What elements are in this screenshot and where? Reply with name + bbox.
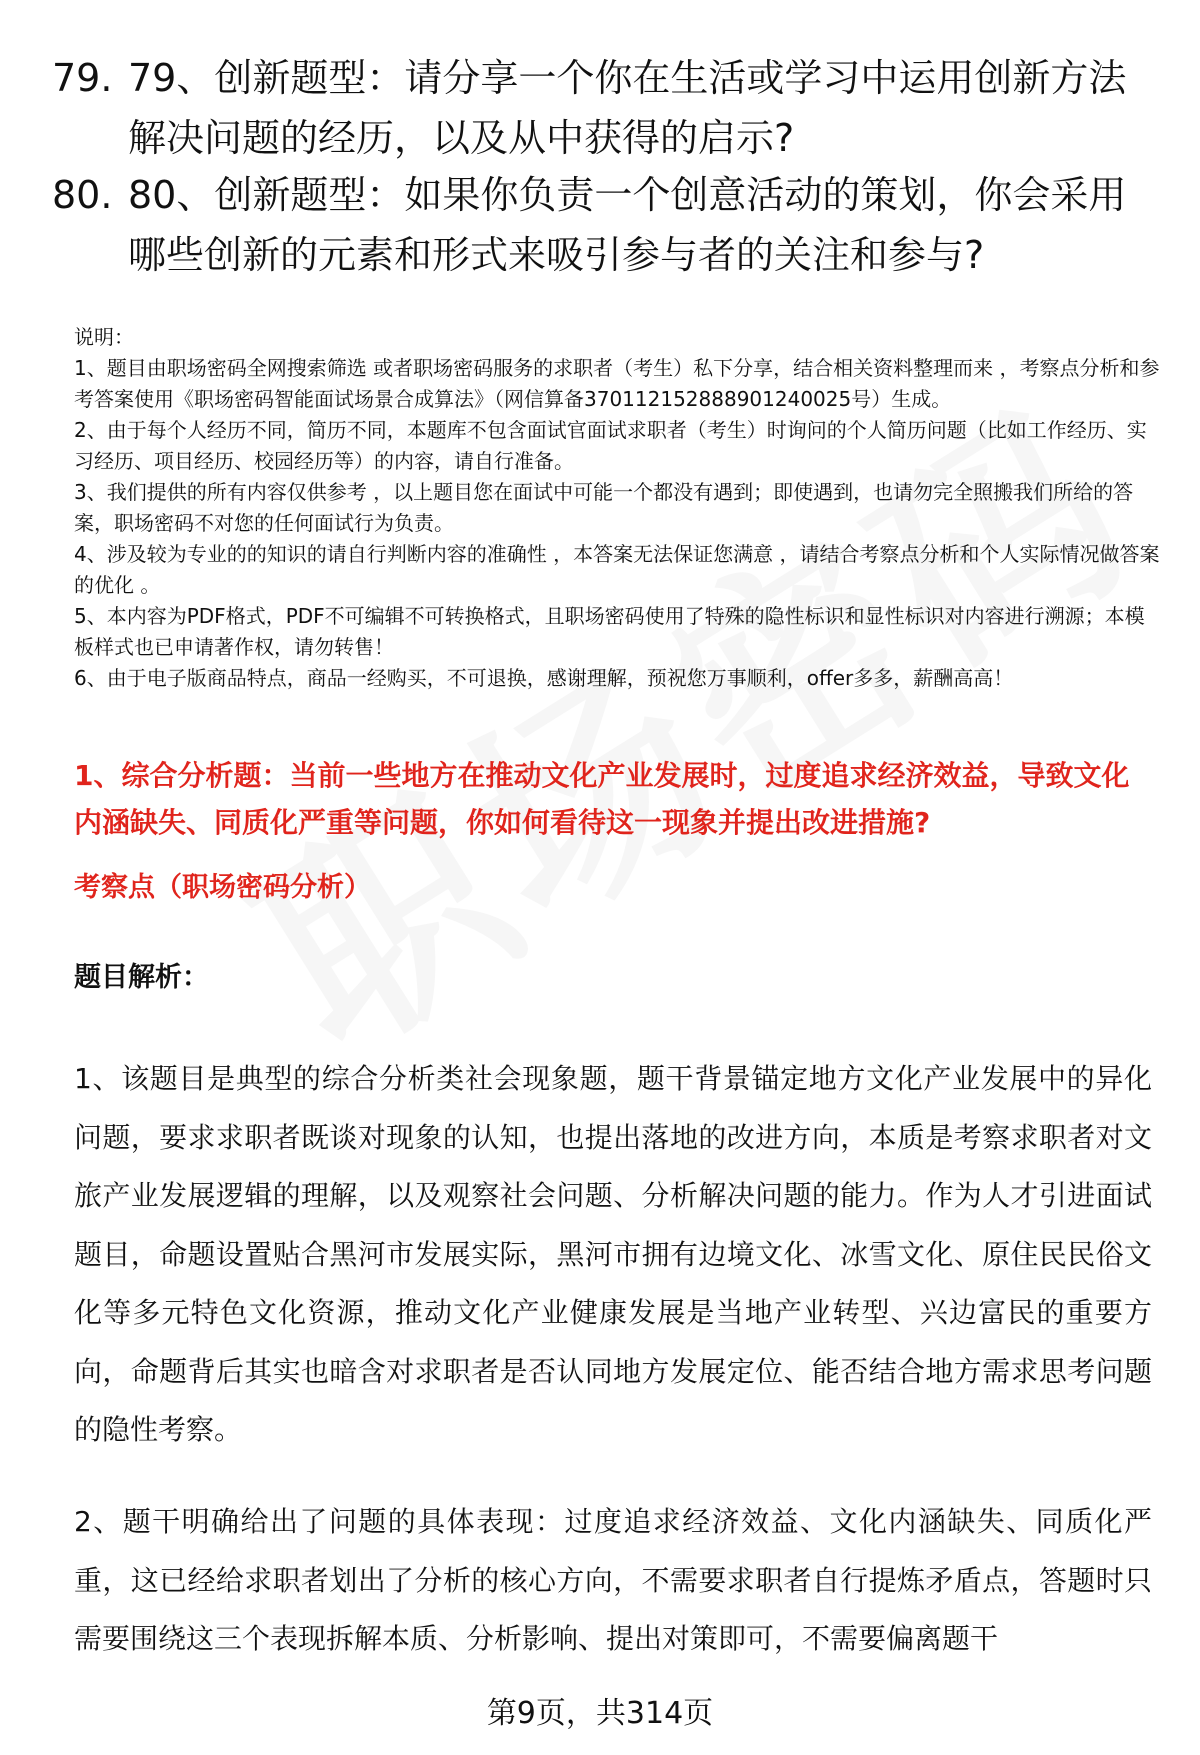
notes-heading: 说明： <box>74 325 134 349</box>
analysis-label: 题目解析： <box>74 962 209 993</box>
analysis-paragraph-1: 1、该题目是典型的综合分析类社会现象题，题干背景锚定地方文化产业发展中的异化问题，要求求职者既谈对现象的认知，也提出落地的改进方向，本质是考察求职者对文旅产业发展逻辑的理解，以及观察社会问题、分析解决问题的能力。作为人才引进面试题目，命题设置贴合黑河市发展实际，黑河市拥有边境文化、冰雪文化、原住民民俗文化等多元特色文化资源，推动文化产业健康发展是当地产业转型、兴边富民的重要方向，命题背后其实也暗含对求职者是否认同地方发展定位、能否结合地方需求思考问题的隐性考察。 <box>74 1062 1152 1446</box>
note-item: 2、由于每个人经历不同，简历不同，本题库不包含面试官面试求职者（考生）时询问的个人简历问题（比如工作经历、实习经历、项目经历、校园经历等）的内容，请自行准备。 <box>74 418 1147 473</box>
question-number: 80. <box>52 173 113 217</box>
note-item: 3、我们提供的所有内容仅供参考 ，以上题目您在面试中可能一个都没有遇到；即使遇到，也请勿完全照搬我们所给的答案，职场密码不对您的任何面试行为负责。 <box>74 480 1134 535</box>
page-footer: 第9页，共314页 <box>486 1696 714 1731</box>
note-item: 5、本内容为PDF格式，PDF不可编辑不可转换格式，且职场密码使用了特殊的隐性标识和显性标识对内容进行溯源；本模板样式也已申请著作权，请勿转售！ <box>74 604 1145 659</box>
question-item-80 <box>52 165 1162 285</box>
exam-point-label: 考察点（职场密码分析） <box>74 872 371 903</box>
analysis-paragraph-2: 2、题干明确给出了问题的具体表现：过度追求经济效益、文化内涵缺失、同质化严重，这已经给求职者划出了分析的核心方向，不需要求职者自行提炼矛盾点，答题时只需要围绕这三个表现拆解本质、分析影响、提出对策即可，不需要偏离题干 <box>74 1505 1152 1655</box>
note-item: 6、由于电子版商品特点，商品一经购买，不可退换，感谢理解，预祝您万事顺利，offer多多，薪酬高高！ <box>74 666 1014 690</box>
question-item-79 <box>52 48 1162 168</box>
main-question: 1、综合分析题：当前一些地方在推动文化产业发展时，过度追求经济效益，导致文化内涵缺失、同质化严重等问题，你如何看待这一现象并提出改进措施? <box>74 759 1130 839</box>
note-item: 4、涉及较为专业的的知识的请自行判断内容的准确性 ，本答案无法保证您满意 ，请结合考察点分析和个人实际情况做答案的优化 。 <box>74 542 1160 597</box>
question-number: 79. <box>52 56 113 100</box>
question-text: 80、创新题型：如果你负责一个创意活动的策划，你会采用哪些创新的元素和形式来吸引参与者的关注和参与? <box>128 173 1127 277</box>
question-text: 79、创新题型：请分享一个你在生活或学习中运用创新方法解决问题的经历，以及从中获得的启示? <box>128 56 1127 160</box>
note-item: 1、题目由职场密码全网搜索筛选 或者职场密码服务的求职者（考生）私下分享，结合相关资料整理而来 ，考察点分析和参考答案使用《职场密码智能面试场景合成算法》（网信算备370112152888901240025号）生成。 <box>74 356 1160 411</box>
notes-section <box>74 322 1164 694</box>
